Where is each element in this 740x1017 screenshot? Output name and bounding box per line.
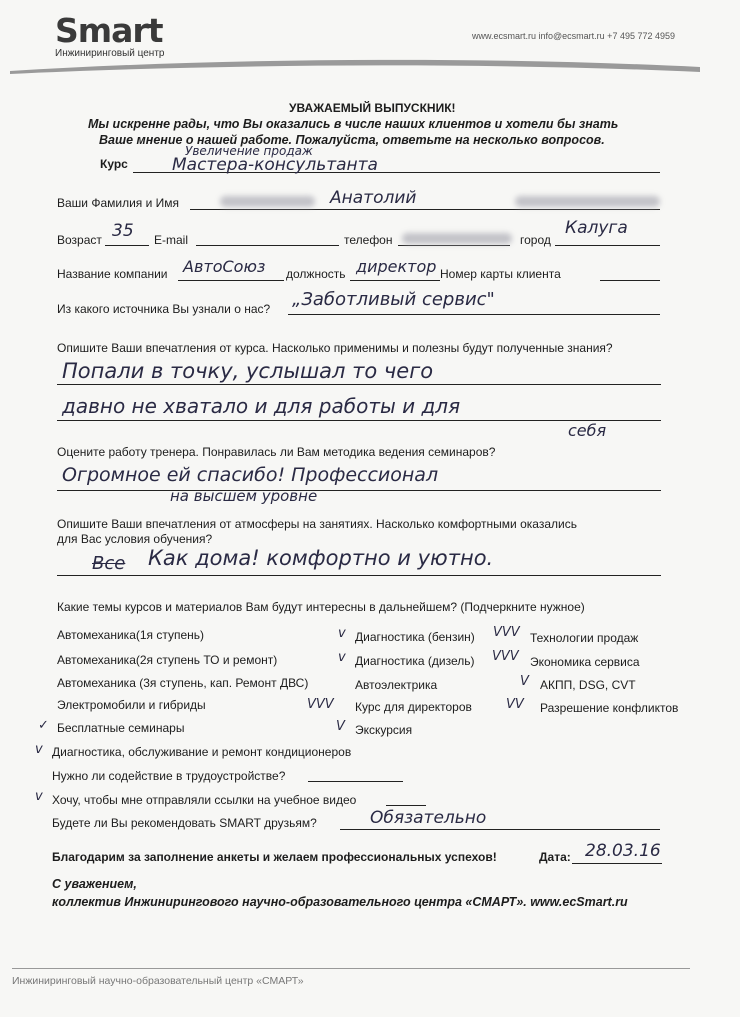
recommend-question: Будете ли Вы рекомендовать SMART друзьям? — [52, 816, 317, 830]
topic-directors[interactable]: Курс для директоров — [355, 700, 472, 714]
check-mark-directors: VVV — [307, 697, 334, 712]
city-line[interactable] — [555, 245, 660, 246]
topic-service-economics[interactable]: Экономика сервиса — [530, 655, 640, 669]
topic-auto-2[interactable]: Автомеханика(2я ступень ТО и ремонт) — [57, 653, 278, 667]
email-line[interactable] — [196, 245, 339, 246]
recommend-answer-line[interactable] — [340, 829, 660, 830]
job-answer-line[interactable] — [308, 781, 403, 782]
q3-line-1[interactable] — [57, 575, 661, 576]
position-line[interactable] — [350, 280, 440, 281]
topic-transmissions[interactable]: АКПП, DSG, CVT — [540, 678, 636, 692]
q3-handwritten-line-1: Как дома! комфортно и уютно. — [148, 546, 494, 570]
age-line[interactable] — [105, 245, 149, 246]
q2-handwritten-line-2: на высшем уровне — [170, 487, 318, 505]
recommend-handwritten-value: Обязательно — [370, 808, 487, 828]
topic-diag-diesel[interactable]: Диагностика (дизель) — [355, 654, 475, 668]
topic-excursion[interactable]: Экскурсия — [355, 723, 413, 737]
q3-struck-word: Все — [92, 553, 126, 574]
name-label: Ваши Фамилия и Имя — [57, 196, 180, 210]
check-mark-diag-petrol: v — [338, 626, 346, 641]
date-line[interactable] — [572, 863, 662, 864]
q1-line-1[interactable] — [57, 384, 661, 385]
logo-subtitle: Инжиниринговый центр — [55, 48, 165, 59]
q1-label: Опишите Ваши впечатления от курса. Насколько применимы и полезны будут полученные знания? — [57, 341, 613, 355]
redacted-patronymic — [515, 196, 660, 207]
video-question: Хочу, чтобы мне отправляли ссылки на учебное видео — [52, 793, 357, 807]
q2-label: Оцените работу тренера. Понравилась ли Вам методика ведения семинаров? — [57, 445, 496, 459]
ac-topic[interactable]: Диагностика, обслуживание и ремонт кондиционеров — [52, 745, 352, 759]
date-handwritten-value: 28.03.16 — [585, 841, 661, 861]
name-handwritten-value: Анатолий — [330, 188, 417, 208]
check-mark-conflicts: VV — [506, 697, 524, 712]
topic-auto-1[interactable]: Автомеханика(1я ступень) — [57, 628, 205, 642]
topic-conflicts[interactable]: Разрешение конфликтов — [540, 701, 679, 715]
company-label: Название компании — [57, 267, 168, 281]
name-line[interactable] — [190, 209, 660, 210]
q3-label-2: для Вас условия обучения? — [57, 532, 213, 546]
redacted-phone — [402, 233, 512, 244]
email-label: E-mail — [154, 233, 189, 247]
position-label: должность — [286, 267, 346, 281]
position-handwritten-value: директор — [356, 257, 437, 276]
logo-word: Smart — [55, 11, 163, 50]
city-handwritten-value: Калуга — [565, 218, 628, 238]
q3-label-1: Опишите Ваши впечатления от атмосферы на занятиях. Насколько комфортными оказались — [57, 517, 577, 531]
date-label: Дата: — [539, 850, 571, 864]
check-mark-ac: v — [35, 742, 43, 757]
topic-diag-petrol[interactable]: Диагностика (бензин) — [355, 630, 475, 644]
signature-line-2: коллектив Инжинирингового научно-образовательного центра «СМАРТ». www.ecSmart.ru — [52, 895, 628, 909]
company-handwritten-value: АвтоСоюз — [183, 257, 266, 276]
footer-divider — [12, 968, 690, 969]
video-answer-line[interactable] — [386, 805, 426, 806]
course-handwritten-value: Мастера-консультанта — [172, 155, 378, 175]
topic-sales[interactable]: Технологии продаж — [530, 631, 639, 645]
check-mark-free-seminars: ✓ — [38, 718, 49, 733]
phone-label: телефон — [344, 233, 393, 247]
check-mark-diag-diesel: v — [338, 650, 346, 665]
check-mark-video: v — [35, 789, 43, 804]
q1-handwritten-line-1: Попали в точку, услышал то чего — [62, 359, 434, 383]
course-handwritten-note: Увеличение продаж — [185, 144, 313, 158]
footer-text: Инжиниринговый научно-образовательный центр «СМАРТ» — [12, 975, 304, 987]
thanks-text: Благодарим за заполнение анкеты и желаем профессиональных успехов! — [52, 850, 497, 864]
topic-electric[interactable]: Электромобили и гибриды — [57, 698, 206, 712]
phone-line[interactable] — [398, 245, 510, 246]
job-question: Нужно ли содействие в трудоустройстве? — [52, 769, 286, 783]
course-label: Курс — [100, 157, 128, 171]
topic-free-seminars[interactable]: Бесплатные семинары — [57, 721, 185, 735]
source-line[interactable] — [288, 314, 660, 315]
check-mark-transmissions: V — [520, 674, 529, 689]
q1-handwritten-line-2: давно не хватало и для работы и для — [62, 394, 461, 418]
q2-handwritten-line-1: Огромное ей спасибо! Профессионал — [62, 464, 439, 486]
topics-label: Какие темы курсов и материалов Вам будут интересны в дальнейшем? (Подчеркните нужное) — [57, 600, 585, 614]
age-handwritten-value: 35 — [112, 221, 134, 241]
signature-line-1: С уважением, — [52, 877, 137, 891]
topic-autoelectric[interactable]: Автоэлектрика — [355, 678, 438, 692]
client-card-line[interactable] — [600, 280, 660, 281]
source-label: Из какого источника Вы узнали о нас? — [57, 302, 271, 316]
age-label: Возраст — [57, 233, 102, 247]
redacted-surname — [220, 196, 315, 207]
client-card-label: Номер карты клиента — [440, 267, 561, 281]
company-line[interactable] — [178, 280, 284, 281]
check-mark-sales: VVV — [493, 625, 520, 640]
intro-line-1: Мы искренне рады, что Вы оказались в числе наших клиентов и хотели бы знать — [88, 117, 619, 131]
check-mark-economics: VVV — [492, 649, 519, 664]
intro-line-2: Ваше мнение о нашей работе. Пожалуйста, ответьте на несколько вопросов. — [99, 133, 605, 147]
topic-auto-3[interactable]: Автомеханика (3я ступень, кап. Ремонт ДВС) — [57, 676, 309, 690]
city-label: город — [520, 233, 551, 247]
check-mark-excursion: V — [336, 719, 345, 734]
header-swoosh — [0, 50, 740, 80]
source-handwritten-value: „Заботливый сервис" — [292, 289, 495, 310]
q2-line-1[interactable] — [57, 490, 661, 491]
form-title: УВАЖАЕМЫЙ ВЫПУСКНИК! — [289, 101, 456, 115]
q1-handwritten-line-3: себя — [568, 421, 607, 440]
header-contacts: www.ecsmart.ru info@ecsmart.ru +7 495 772 4959 — [472, 31, 675, 41]
